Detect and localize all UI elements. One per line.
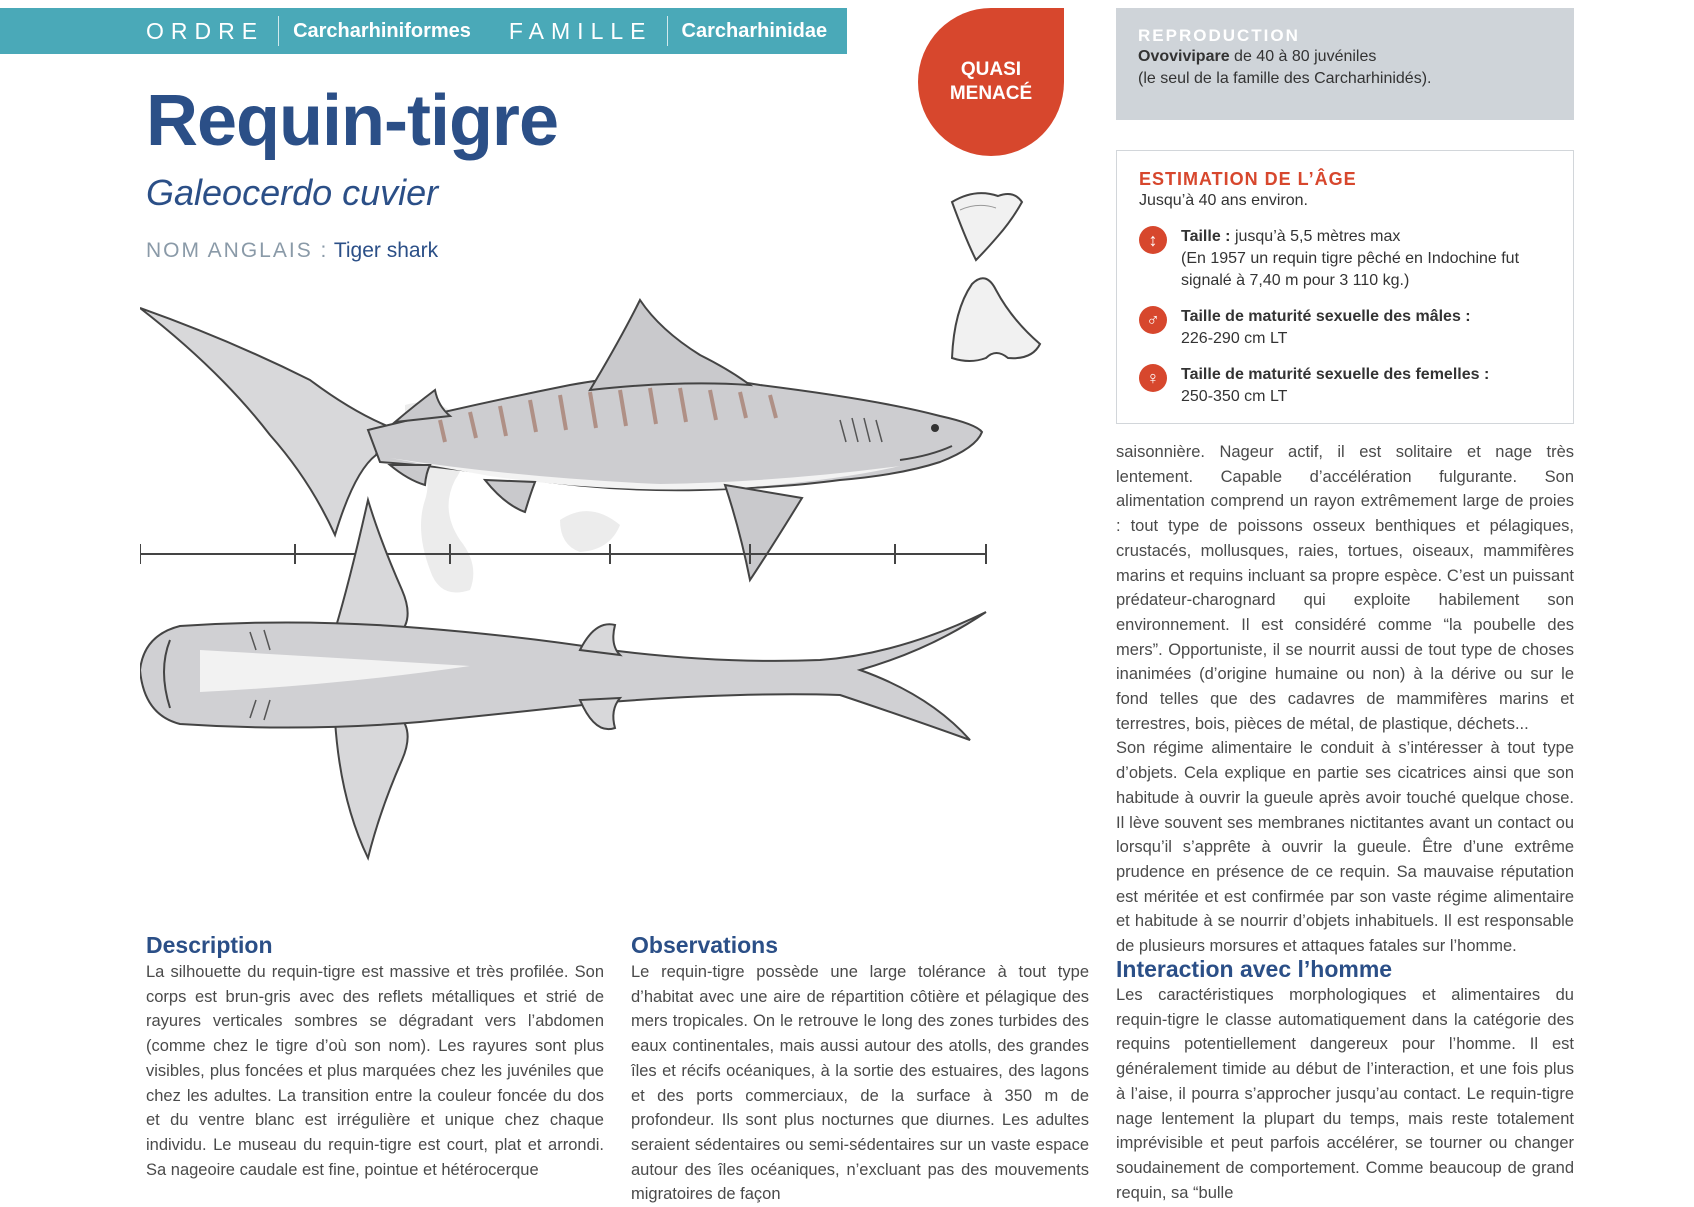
behaviour-paragraph-1: saisonnière. Nageur actif, il est solitaire et nage très lentement. Capable d’accélération fulgurante. Son alimentation comprend un rayon extrêmement large de proies : tout type de poissons osseux benthiques et pélagiques, crustacés, mollusques, raies, tortues, oiseaux, mammifères marins et requins incluant sa propre espèce. C’est un puissant prédateur-charognard qui exploite habilement son environnement. Il est considéré comme “la poubelle des mers”. Opportuniste, il se nourrit aussi de tout type de choses inanimées (d’origine humaine ou non) à la dérive ou sur le fond telles que des cadavres de mammifères marins et terrestres, bois, pièces de métal, de plastique, déchets...: [1116, 443, 1574, 733]
status-badge: [918, 8, 1064, 156]
reproduction-line2: (le seul de la famille des Carcharhinidés).: [1138, 70, 1432, 87]
order-value: Carcharhiniformes: [293, 19, 471, 42]
interaction-heading: Interaction avec l’homme: [1116, 956, 1393, 982]
size-arrow-icon: ↕: [1139, 226, 1167, 254]
reproduction-bold: Ovovivipare: [1138, 48, 1230, 65]
age-text: Jusqu’à 40 ans environ.: [1139, 192, 1308, 209]
reproduction-heading: REPRODUCTION: [1138, 26, 1300, 45]
shark-side-view: [140, 300, 982, 580]
size-fact: [1139, 226, 1551, 292]
age-heading: ESTIMATION DE L’ÂGE: [1139, 169, 1357, 189]
male-maturity-fact: [1139, 306, 1551, 350]
reproduction-box: [1116, 8, 1574, 120]
reproduction-line1: de 40 à 80 juvéniles: [1229, 48, 1377, 65]
scale-bar: [140, 544, 986, 564]
behaviour-text: [1116, 440, 1574, 959]
page-title: Requin-tigre: [146, 81, 558, 161]
age-estimate-box: [1116, 150, 1574, 424]
male-symbol-icon: ♂: [1139, 306, 1167, 334]
male-maturity-value: 226-290 cm LT: [1181, 330, 1288, 347]
english-name-value: Tiger shark: [333, 239, 439, 262]
english-name-label: NOM ANGLAIS :: [146, 239, 329, 262]
female-symbol-icon: ♀: [1139, 364, 1167, 392]
family-label: FAMILLE: [508, 17, 653, 44]
size-value: jusqu’à 5,5 mètres max: [1230, 228, 1401, 245]
tooth-lower-icon: [952, 278, 1040, 361]
female-maturity-value: 250-350 cm LT: [1181, 388, 1288, 405]
scientific-name: Galeocerdo cuvier: [146, 172, 439, 213]
description-heading: Description: [146, 932, 273, 958]
male-maturity-label: Taille de maturité sexuelle des mâles :: [1181, 308, 1471, 325]
taxonomy-band: [0, 8, 847, 54]
status-line-2: MENACÉ: [949, 83, 1033, 104]
female-maturity-label: Taille de maturité sexuelle des femelles :: [1181, 366, 1490, 383]
reproduction-text: [1138, 46, 1552, 90]
interaction-text: Les caractéristiques morphologiques et alimentaires du requin-tigre le classe automatiquement dans la catégorie des requins potentiellement dangereux pour l’homme. Il est généralement timide au début de l’interaction, et une fois plus à l’aise, il pourra s’approcher jusqu’au contact. Le requin-tigre nage lentement la plupart du temps, mais reste totalement imprévisible et peut parfois accélérer, se tourner ou changer soudainement de comportement. Comme beaucoup de grand requin, sa “bulle: [1116, 986, 1574, 1202]
order-separator: [278, 16, 279, 46]
observations-heading: Observations: [631, 932, 778, 958]
shark-illustration: [140, 180, 1080, 940]
description-text: La silhouette du requin-tigre est massive et très profilée. Son corps est brun-gris avec des reflets métalliques et strié de rayures verticales sombres se dégradant vers l’abdomen (comme chez le tigre d’où son nom). Les rayures sont plus visibles, plus foncées et plus marquées chez les juvéniles que chez les adultes. La transition entre la couleur foncée du dos et du ventre blanc est irrégulière et unique chez chaque individu. Le museau du requin-tigre est court, plat et arrondi. Sa nageoire caudale est fine, pointue et hétérocerque: [146, 963, 604, 1179]
family-value: Carcharhinidae: [681, 19, 828, 42]
order-label: ORDRE: [146, 17, 265, 44]
tooth-upper-icon: [952, 193, 1022, 260]
size-label: Taille :: [1181, 228, 1231, 245]
size-note: (En 1957 un requin tigre pêché en Indochine fut signalé à 7,40 m pour 3 110 kg.): [1181, 250, 1520, 289]
observations-text: Le requin-tigre possède une large tolérance à tout type d’habitat avec une aire de répartition côtière et pélagique des mers tropicales. On le retrouve le long des zones turbides des eaux continentales, mais aussi autour des atolls, des grandes îles et récifs océaniques, à la sortie des estuaires, des lagons et des ports commerciaux, de la surface à 350 m de profondeur. Ils sont plus nocturnes que diurnes. Les adultes seraient sédentaires ou semi-sédentaires sur un vaste espace autour des îles océaniques, n’excluant pas des mouvements migratoires de façon: [631, 963, 1089, 1204]
female-maturity-fact: [1139, 364, 1551, 408]
behaviour-paragraph-2: Son régime alimentaire le conduit à s’intéresser à tout type d’objets. Cela explique en partie ses cicatrices ainsi que son habitude à ouvrir la gueule après avoir touché quelque chose. Il lève souvent ses membranes nictitantes avant un contact ou lorsqu’il s’apprête à ouvrir la gueule. Être d’une extrême prudence en présence de ce requin. Sa mauvaise réputation est méritée et est confirmée par son vaste régime alimentaire et habitude à se nourrir d’objets inhabituels. Il est responsable de plusieurs morsures et attaques fatales sur l’homme.: [1116, 739, 1574, 956]
status-line-1: QUASI: [960, 59, 1022, 80]
family-separator: [667, 16, 668, 46]
